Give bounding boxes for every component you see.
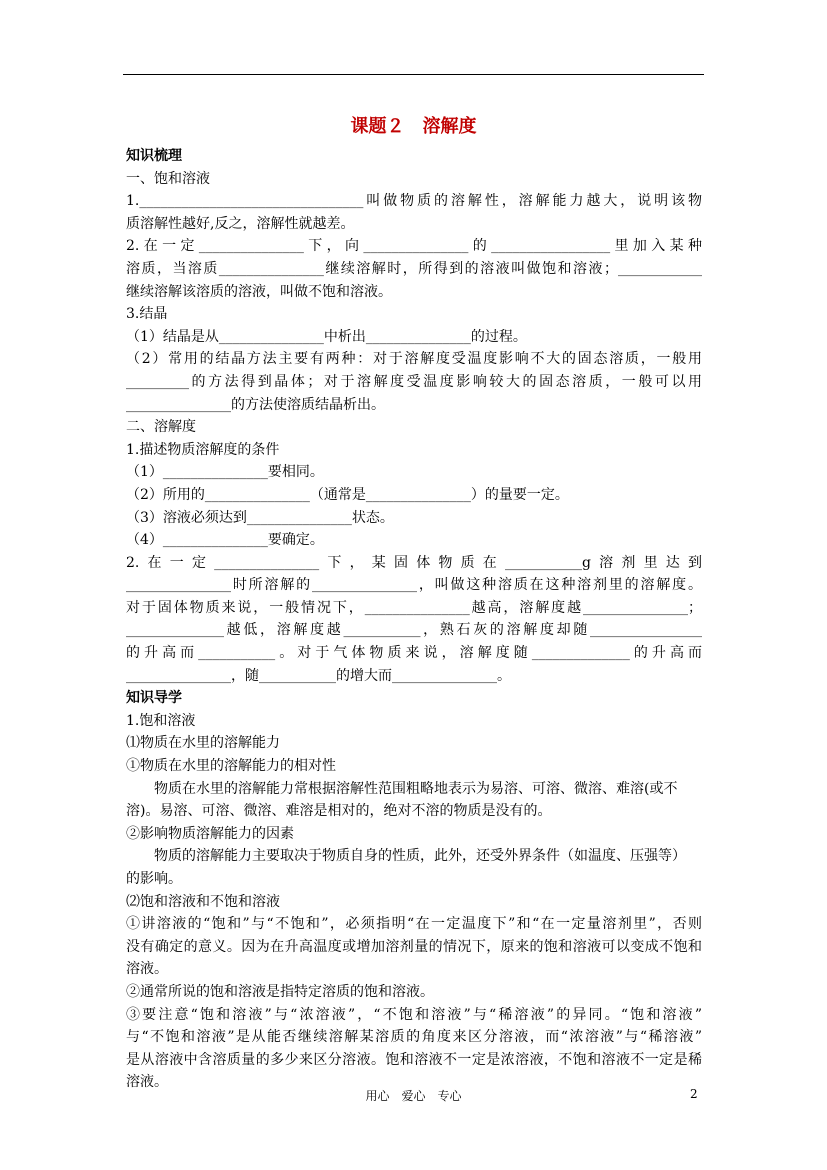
text-line: ③要注意“饱和溶液”与“浓溶液”，“不饱和溶液”与“稀溶液”的异同。“饱和溶液”: [126, 1006, 702, 1023]
text-line: 物质在水里的溶解能力常根据溶解性范围粗略地表示为易溶、可溶、微溶、难溶(或不: [154, 780, 678, 797]
text-line: （1）结晶是从_______________中析出_______________的过程。: [126, 328, 527, 345]
text-line: ①讲溶液的“饱和”与“不饱和”，必须指明“在一定温度下”和“在一定量溶剂里”，否则: [126, 916, 702, 933]
text-line: （1）_______________要相同。: [126, 464, 324, 481]
text-line: _______________时所溶解的_______________，叫做这种溶质在这种溶剂里的溶解度。: [126, 577, 702, 594]
subsection-heading: 1.饱和溶液: [126, 712, 196, 729]
text-line: （3）溶液必须达到_______________状态。: [126, 509, 394, 526]
text-line: 3.结晶: [126, 306, 168, 323]
text-line: 溶液。: [126, 961, 168, 978]
text-line: ______________越低，溶解度越___________，熟石灰的溶解度却随________________: [126, 622, 702, 639]
text-line: 的升高而___________。对于气体物质来说，溶解度随______________的升高而: [126, 645, 702, 662]
text-line: （2）所用的_______________（通常是_______________）的量要一定。: [126, 486, 569, 503]
text-line: _________的方法得到晶体；对于溶解度受温度影响较大的固态溶质，一般可以用: [126, 373, 702, 390]
header-rule: [123, 74, 704, 75]
text-line: 1.描述物质溶解度的条件: [126, 441, 280, 458]
text-line: 2.在一定_______________下，某固体物质在___________g溶剂里达到: [126, 554, 702, 571]
text-line: 与“不饱和溶液”是从能否继续溶解某溶质的角度来区分溶液，而“浓溶液”与“稀溶液”: [126, 1029, 702, 1046]
page-title: 课题２ 溶解度: [350, 116, 477, 137]
section-heading: 知识梳理: [126, 148, 182, 164]
text-line: ⑴物质在水里的溶解能力: [126, 735, 280, 752]
text-line: 溶液。: [126, 1074, 168, 1091]
section-heading: 知识导学: [126, 690, 182, 707]
text-line: ②通常所说的饱和溶液是指特定溶质的饱和溶液。: [126, 983, 434, 1000]
text-line: 物质的溶解能力主要取决于物质自身的性质，此外，还受外界条件（如温度、压强等）: [154, 848, 686, 865]
text-line: _______________，随___________的增大而_______________。: [126, 667, 511, 684]
text-line: 溶)。易溶、可溶、微溶、难溶是相对的，绝对不溶的物质是没有的。: [126, 803, 552, 820]
text-line: ②影响物质溶解能力的因素: [126, 825, 294, 842]
text-line: 的影响。: [126, 871, 182, 887]
text-line: （4）_______________要确定。: [126, 532, 324, 549]
text-line: 质溶解性越好,反之，溶解性就越差。: [126, 215, 355, 232]
text-line: 是从溶液中含溶质量的多少来区分溶液。饱和溶液不一定是浓溶液，不饱和溶液不一定是稀: [126, 1051, 702, 1068]
text-line: ⑵饱和溶液和不饱和溶液: [126, 893, 280, 910]
text-line: 2.在一定_______________下，向_______________的_________________里加入某种: [126, 238, 702, 255]
text-line: 1.________________________________叫做物质的溶解性，溶解能力越大，说明该物: [126, 193, 702, 210]
subsection-heading: 二、溶解度: [126, 419, 196, 436]
document-body: [126, 145, 702, 1094]
text-line: （2）常用的结晶方法主要有两种：对于溶解度受温度影响不大的固态溶质，一般用: [126, 351, 702, 368]
text-line: 溶质，当溶质_______________继续溶解时，所得到的溶液叫做饱和溶液；____________: [126, 260, 702, 277]
text-line: _______________的方法使溶质结晶析出。: [126, 396, 385, 413]
text-line: ①物质在水里的溶解能力的相对性: [126, 758, 336, 775]
text-line: 没有确定的意义。因为在升高温度或增加溶剂量的情况下，原来的饱和溶液可以变成不饱和: [126, 938, 702, 955]
footer-text: 用心 爱心 专心: [365, 1089, 462, 1103]
text-line: 对于固体物质来说，一般情况下，_______________越高，溶解度越_______________；: [126, 599, 702, 616]
subsection-heading: 一、饱和溶液: [126, 170, 210, 187]
page-number: 2: [690, 1087, 698, 1101]
text-line: 继续溶解该溶质的溶液，叫做不饱和溶液。: [126, 283, 392, 300]
